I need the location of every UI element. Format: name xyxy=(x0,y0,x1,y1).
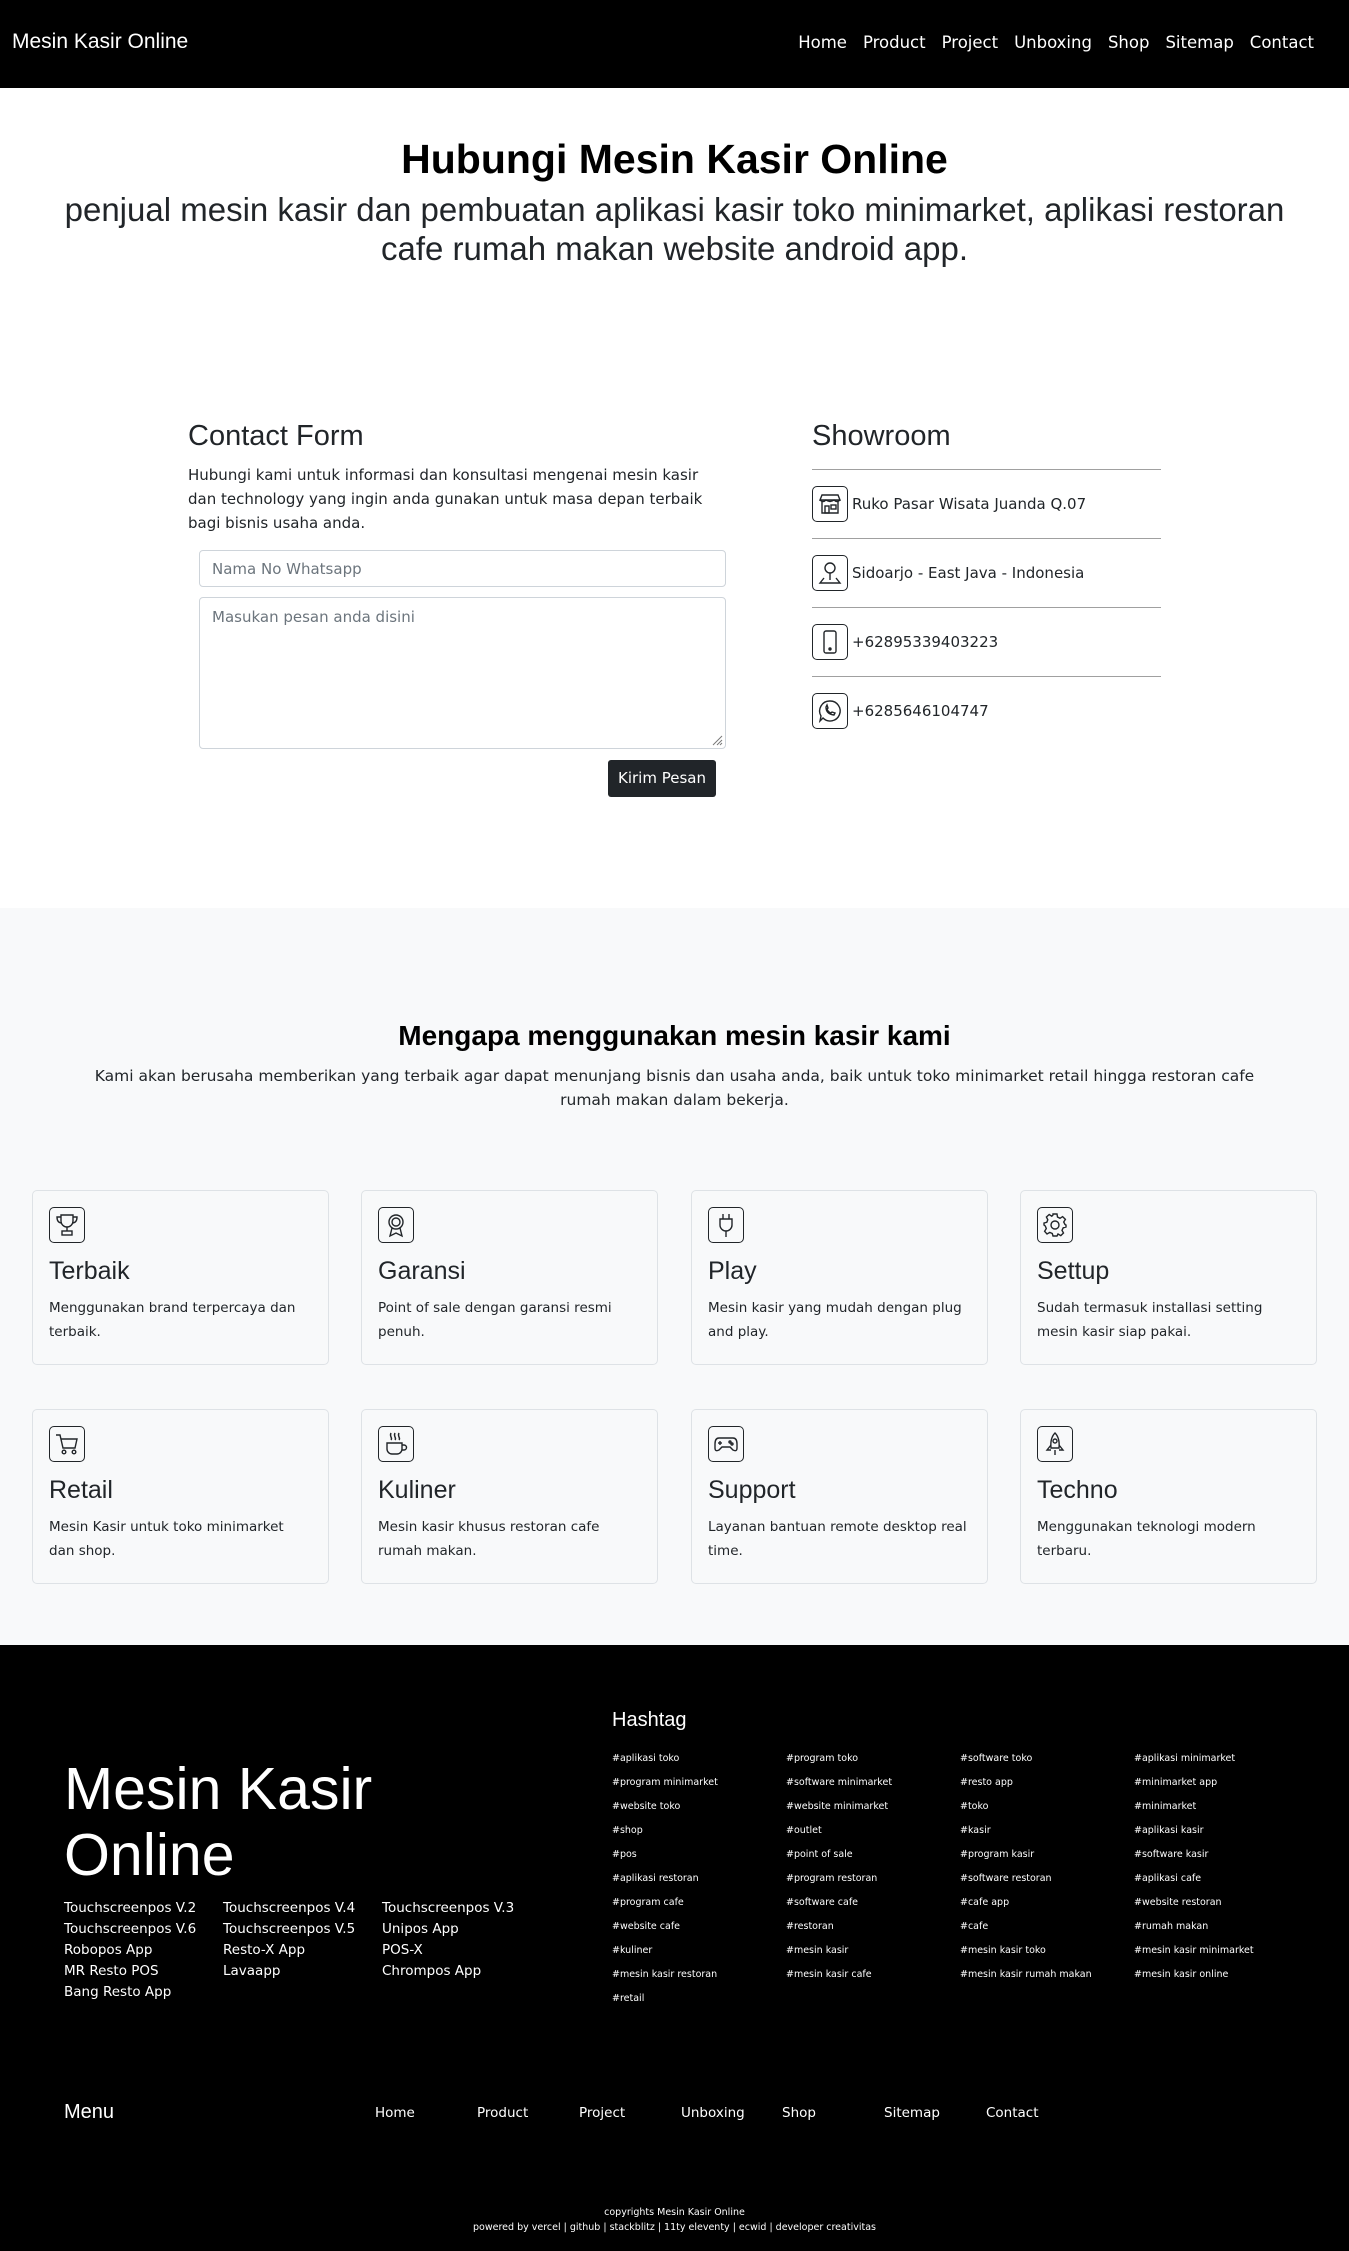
footer-menu-contact[interactable]: Contact xyxy=(986,2105,1039,2121)
nav-links xyxy=(798,33,1314,52)
feature-card-title: Terbaik xyxy=(49,1257,130,1285)
feature-card-text: Sudah termasuk installasi setting mesin kasir siap pakai. xyxy=(1037,1300,1263,1340)
award-icon xyxy=(378,1207,414,1243)
hashtag-link[interactable]: #rumah makan xyxy=(1134,1921,1209,1932)
hashtag-link[interactable]: #minimarket xyxy=(1134,1801,1197,1812)
contact-form-title: Contact Form xyxy=(188,420,364,452)
footer-menu-home[interactable]: Home xyxy=(375,2105,415,2121)
cart-icon xyxy=(49,1426,85,1462)
nav-link-home[interactable]: Home xyxy=(798,33,847,52)
showroom-city-text: Sidoarjo - East Java - Indonesia xyxy=(852,564,1085,582)
hashtag-link[interactable]: #mesin kasir online xyxy=(1134,1969,1229,1980)
hashtag-link[interactable]: #mesin kasir rumah makan xyxy=(960,1969,1092,1980)
feature-card-kuliner xyxy=(361,1409,658,1584)
rocket-icon xyxy=(1037,1426,1073,1462)
page-subtitle: penjual mesin kasir dan pembuatan aplikasi kasir toko minimarket, aplikasi restoran cafe rumah makan website android app. xyxy=(64,191,1285,267)
nav-link-project[interactable]: Project xyxy=(941,33,999,52)
hashtag-link[interactable]: #retail xyxy=(612,1993,645,2004)
copyright xyxy=(0,2205,1349,2235)
footer-menu-shop[interactable]: Shop xyxy=(782,2105,816,2121)
showroom-item-city xyxy=(812,538,1161,607)
map-pin-icon xyxy=(812,555,848,591)
hashtag-link[interactable]: #kasir xyxy=(960,1825,991,1836)
hashtag-link[interactable]: #software cafe xyxy=(786,1897,859,1908)
footer-product-link[interactable]: Touchscreenpos V.4 xyxy=(223,1900,356,1916)
resize-grip-icon[interactable] xyxy=(711,734,723,746)
footer-product-link[interactable]: Unipos App xyxy=(382,1921,459,1937)
hashtag-link[interactable]: #restoran xyxy=(786,1921,834,1932)
footer-brand: Mesin Kasir Online xyxy=(64,1756,373,1888)
showroom-phone-text[interactable]: +62895339403223 xyxy=(852,633,999,651)
feature-card-text: Mesin kasir yang mudah dengan plug and play. xyxy=(708,1300,962,1340)
footer-product-list xyxy=(64,1899,544,2001)
hashtag-link[interactable]: #point of sale xyxy=(786,1849,853,1860)
hashtag-link[interactable]: #mesin kasir xyxy=(786,1945,849,1956)
footer-menu-product[interactable]: Product xyxy=(477,2105,529,2121)
hashtag-link[interactable]: #website toko xyxy=(612,1801,681,1812)
hashtag-link[interactable]: #software minimarket xyxy=(786,1777,893,1788)
hashtag-link[interactable]: #mesin kasir toko xyxy=(960,1945,1046,1956)
feature-card-settup xyxy=(1020,1190,1317,1365)
hashtag-link[interactable]: #mesin kasir minimarket xyxy=(1134,1945,1254,1956)
feature-card-text: Layanan bantuan remote desktop real time. xyxy=(708,1519,967,1559)
showroom-item-address xyxy=(812,469,1161,538)
feature-card-text: Point of sale dengan garansi resmi penuh. xyxy=(378,1300,612,1340)
showroom-item-whatsapp xyxy=(812,676,1161,745)
showroom-list xyxy=(812,469,1161,745)
hashtag-link[interactable]: #shop xyxy=(612,1825,643,1836)
footer-product-link[interactable]: Touchscreenpos V.3 xyxy=(382,1900,515,1916)
hashtag-link[interactable]: #mesin kasir cafe xyxy=(786,1969,872,1980)
hashtag-link[interactable]: #aplikasi cafe xyxy=(1134,1873,1202,1884)
hashtag-link[interactable]: #pos xyxy=(612,1849,637,1860)
contact-form-description: Hubungi kami untuk informasi dan konsultasi mengenai mesin kasir dan technology yang ingin anda gunakan untuk masa depan terbaik bagi bisnis usaha anda. xyxy=(188,466,703,532)
feature-card-text: Mesin kasir khusus restoran cafe rumah makan. xyxy=(378,1519,600,1559)
hashtag-link[interactable]: #software toko xyxy=(960,1753,1033,1764)
whatsapp-icon xyxy=(812,693,848,729)
nav-link-shop[interactable]: Shop xyxy=(1107,33,1150,52)
footer-product-link[interactable]: Touchscreenpos V.2 xyxy=(64,1900,197,1916)
hashtag-link[interactable]: #website restoran xyxy=(1134,1897,1222,1908)
hashtag-link[interactable]: #program cafe xyxy=(612,1897,684,1908)
hashtag-link[interactable]: #program restoran xyxy=(786,1873,878,1884)
nav-link-unboxing[interactable]: Unboxing xyxy=(1014,33,1092,52)
footer-product-link[interactable]: Lavaapp xyxy=(223,1963,281,1979)
footer-product-link[interactable]: Resto-X App xyxy=(223,1942,306,1958)
footer-menu-unboxing[interactable]: Unboxing xyxy=(681,2105,745,2121)
hashtag-link[interactable]: #software kasir xyxy=(1134,1849,1209,1860)
hashtag-link[interactable]: #program minimarket xyxy=(612,1777,718,1788)
hashtag-link[interactable]: #cafe xyxy=(960,1921,989,1932)
hashtag-link[interactable]: #program kasir xyxy=(960,1849,1035,1860)
phone-icon xyxy=(812,624,848,660)
showroom-address-text: Ruko Pasar Wisata Juanda Q.07 xyxy=(852,495,1087,513)
footer-menu-sitemap[interactable]: Sitemap xyxy=(884,2105,940,2121)
hashtag-link[interactable]: #program toko xyxy=(786,1753,859,1764)
hashtag-link[interactable]: #kuliner xyxy=(612,1945,653,1956)
controller-icon xyxy=(708,1426,744,1462)
hashtag-link[interactable]: #website cafe xyxy=(612,1921,681,1932)
hashtag-link[interactable]: #toko xyxy=(960,1801,989,1812)
shop-icon xyxy=(812,486,848,522)
showroom-title: Showroom xyxy=(812,420,951,452)
why-description: Kami akan berusaha memberikan yang terbaik agar dapat menunjang bisnis dan usaha anda, baik untuk toko minimarket retail hingga restoran cafe rumah makan dalam bekerja. xyxy=(94,1067,1255,1109)
feature-card-terbaik xyxy=(32,1190,329,1365)
footer-product-link[interactable]: Touchscreenpos V.6 xyxy=(64,1921,197,1937)
hashtag-title: Hashtag xyxy=(612,1709,687,1731)
feature-card-play xyxy=(691,1190,988,1365)
powered-by-text: powered by vercel | github | stackblitz | 11ty eleventy | ecwid | developer creativitas xyxy=(473,2222,876,2233)
hashtag-link[interactable]: #cafe app xyxy=(960,1897,1010,1908)
footer-product-link[interactable]: Chrompos App xyxy=(382,1963,482,1979)
feature-card-text: Mesin Kasir untuk toko minimarket dan shop. xyxy=(49,1519,284,1559)
why-title: Mengapa menggunakan mesin kasir kami xyxy=(398,1020,951,1051)
gear-icon xyxy=(1037,1207,1073,1243)
send-message-button[interactable]: Kirim Pesan xyxy=(608,760,716,797)
feature-card-title: Techno xyxy=(1037,1476,1118,1504)
feature-card-title: Play xyxy=(708,1257,757,1285)
showroom-item-phone xyxy=(812,607,1161,676)
feature-card-title: Support xyxy=(708,1476,796,1504)
showroom-whatsapp-text[interactable]: +6285646104747 xyxy=(852,702,989,720)
footer-product-link[interactable]: POS-X xyxy=(382,1942,423,1958)
hashtag-grid xyxy=(612,1747,1332,2011)
feature-card-garansi xyxy=(361,1190,658,1365)
message-textarea[interactable] xyxy=(199,597,726,749)
page-title: Hubungi Mesin Kasir Online xyxy=(401,136,948,182)
navbar xyxy=(0,0,1349,88)
footer-product-link[interactable]: MR Resto POS xyxy=(64,1963,159,1979)
footer-menu-title: Menu xyxy=(64,2101,115,2123)
hashtag-link[interactable]: #aplikasi toko xyxy=(612,1753,680,1764)
nav-link-contact[interactable]: Contact xyxy=(1249,33,1314,52)
cup-hot-icon xyxy=(378,1426,414,1462)
feature-card-title: Settup xyxy=(1037,1257,1110,1285)
hashtag-link[interactable]: #software restoran xyxy=(960,1873,1052,1884)
feature-card-retail xyxy=(32,1409,329,1584)
copyright-text: copyrights Mesin Kasir Online xyxy=(604,2207,745,2218)
hashtag-link[interactable]: #website minimarket xyxy=(786,1801,889,1812)
hashtag-link[interactable]: #aplikasi restoran xyxy=(612,1873,699,1884)
footer-product-link[interactable]: Robopos App xyxy=(64,1942,153,1958)
hashtag-link[interactable]: #aplikasi kasir xyxy=(1134,1825,1204,1836)
nav-link-product[interactable]: Product xyxy=(862,33,926,52)
feature-card-techno xyxy=(1020,1409,1317,1584)
feature-card-title: Garansi xyxy=(378,1257,466,1285)
hashtag-link[interactable]: #mesin kasir restoran xyxy=(612,1969,718,1980)
navbar-brand[interactable]: Mesin Kasir Online xyxy=(12,30,189,53)
name-whatsapp-input[interactable]: Nama No Whatsapp xyxy=(199,550,726,587)
footer-product-link[interactable]: Touchscreenpos V.5 xyxy=(223,1921,356,1937)
feature-card-title: Kuliner xyxy=(378,1476,456,1504)
footer-product-link[interactable]: Bang Resto App xyxy=(64,1984,172,2000)
feature-card-text: Menggunakan teknologi modern terbaru. xyxy=(1037,1519,1256,1559)
feature-card-title: Retail xyxy=(49,1476,113,1504)
feature-card-support xyxy=(691,1409,988,1584)
trophy-icon xyxy=(49,1207,85,1243)
hashtag-link[interactable]: #aplikasi minimarket xyxy=(1134,1753,1236,1764)
nav-link-sitemap[interactable]: Sitemap xyxy=(1165,33,1234,52)
message-placeholder: Masukan pesan anda disini xyxy=(212,608,415,626)
feature-card-text: Menggunakan brand terpercaya dan terbaik. xyxy=(49,1300,296,1340)
hashtag-link[interactable]: #minimarket app xyxy=(1134,1777,1218,1788)
hashtag-link[interactable]: #resto app xyxy=(960,1777,1013,1788)
hashtag-link[interactable]: #outlet xyxy=(786,1825,822,1836)
footer-menu-project[interactable]: Project xyxy=(579,2105,626,2121)
plug-icon xyxy=(708,1207,744,1243)
